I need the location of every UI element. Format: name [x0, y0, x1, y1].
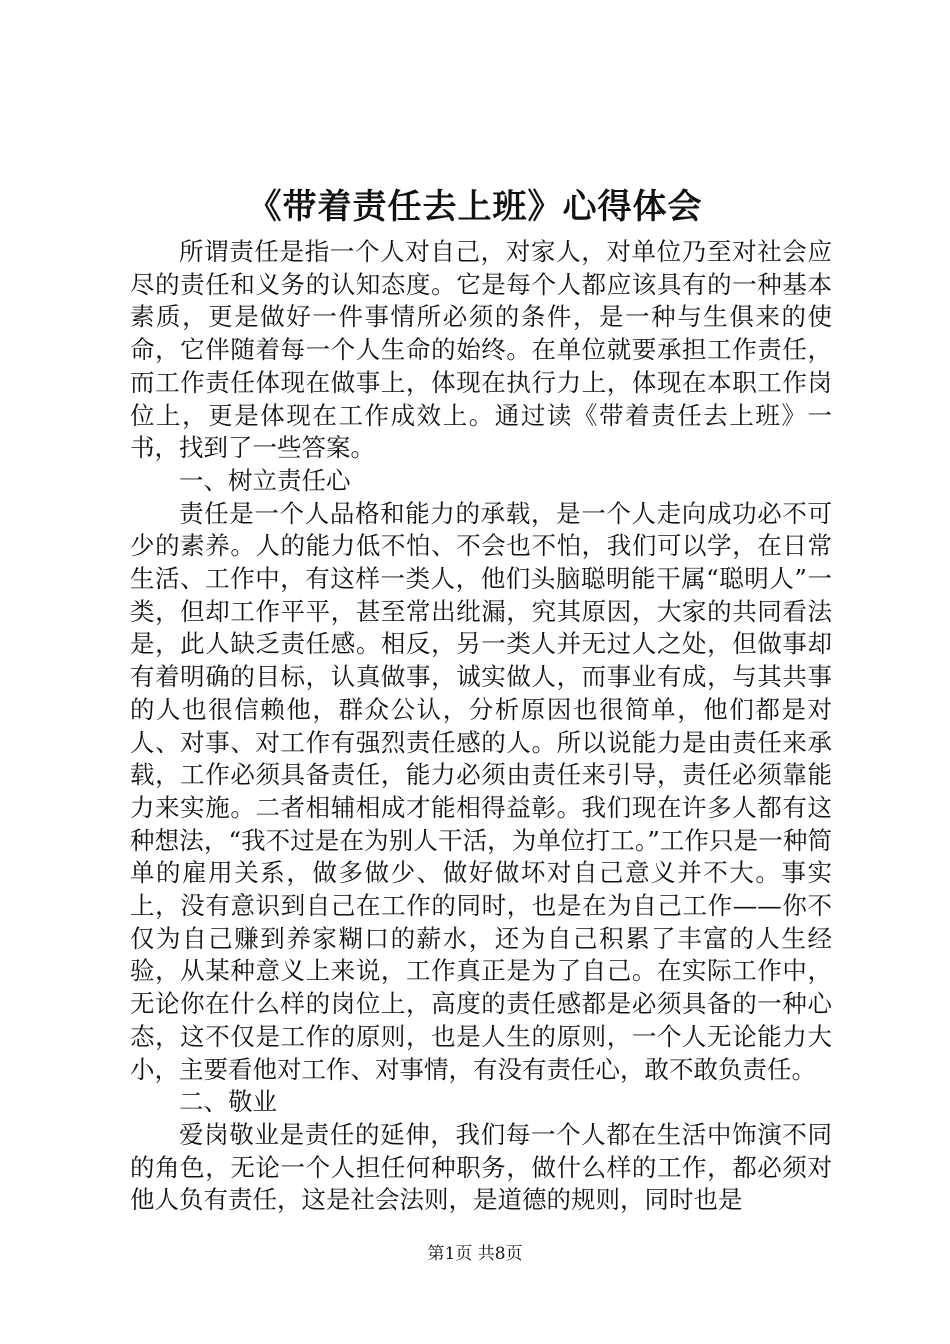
- paragraph-section-2: 爱岗敬业是责任的延伸，我们每一个人都在生活中饰演不同的角色，无论一个人担任何种职务，做什么样的工作，都必须对他人负有责任，这是社会法则，是道德的规则，同时也是: [130, 1119, 832, 1215]
- page-footer: 第1页 共8页: [427, 1244, 523, 1264]
- section-heading-2: 二、敬业: [179, 1087, 277, 1117]
- document-body: [130, 236, 832, 1217]
- section-heading-1: 一、树立责任心: [179, 465, 351, 495]
- document-title: 《带着责任去上班》心得体会: [247, 187, 703, 227]
- paragraph-intro: 所谓责任是指一个人对自己，对家人，对单位乃至对社会应尽的责任和义务的认知态度。它是每个人都应该具有的一种基本素质，更是做好一件事情所必须的条件，是一种与生俱来的使命，它伴随着每一个人生命的始终。在单位就要承担工作责任，而工作责任体现在做事上，体现在执行力上，体现在本职工作岗位上，更是体现在工作成效上。通过读《带着责任去上班》一书，找到了一些答案。: [130, 237, 832, 463]
- paragraph-section-1: 责任是一个人品格和能力的承载，是一个人走向成功必不可少的素养。人的能力低不怕、不会也不怕，我们可以学，在日常生活、工作中，有这样一类人，他们头脑聪明能干属“聪明人”一类，但却工作平平，甚至常出纰漏，究其原因，大家的共同看法是，此人缺乏责任感。相反，另一类人并无过人之处，但做事却有着明确的目标，认真做事，诚实做人，而事业有成，与其共事的人也很信赖他，群众公认，分析原因也很简单，他们都是对人、对事、对工作有强烈责任感的人。所以说能力是由责任来承载，工作必须具备责任，能力必须由责任来引导，责任必须靠能力来实施。二者相辅相成才能相得益彰。我们现在许多人都有这种想法，“我不过是在为别人干活，为单位打工。”工作只是一种简单的雇用关系，做多做少、做好做坏对自己意义并不大。事实上，没有意识到自己在工作的同时，也是在为自己工作——你不仅为自己赚到养家糊口的薪水，还为自己积累了丰富的人生经验，从某种意义上来说，工作真正是为了自己。在实际工作中，无论你在什么样的岗位上，高度的责任感都是必须具备的一种心态，这不仅是工作的原则，也是人生的原则，一个人无论能力大小，主要看他对工作、对事情，有没有责任心，敢不敢负责任。: [130, 498, 832, 1084]
